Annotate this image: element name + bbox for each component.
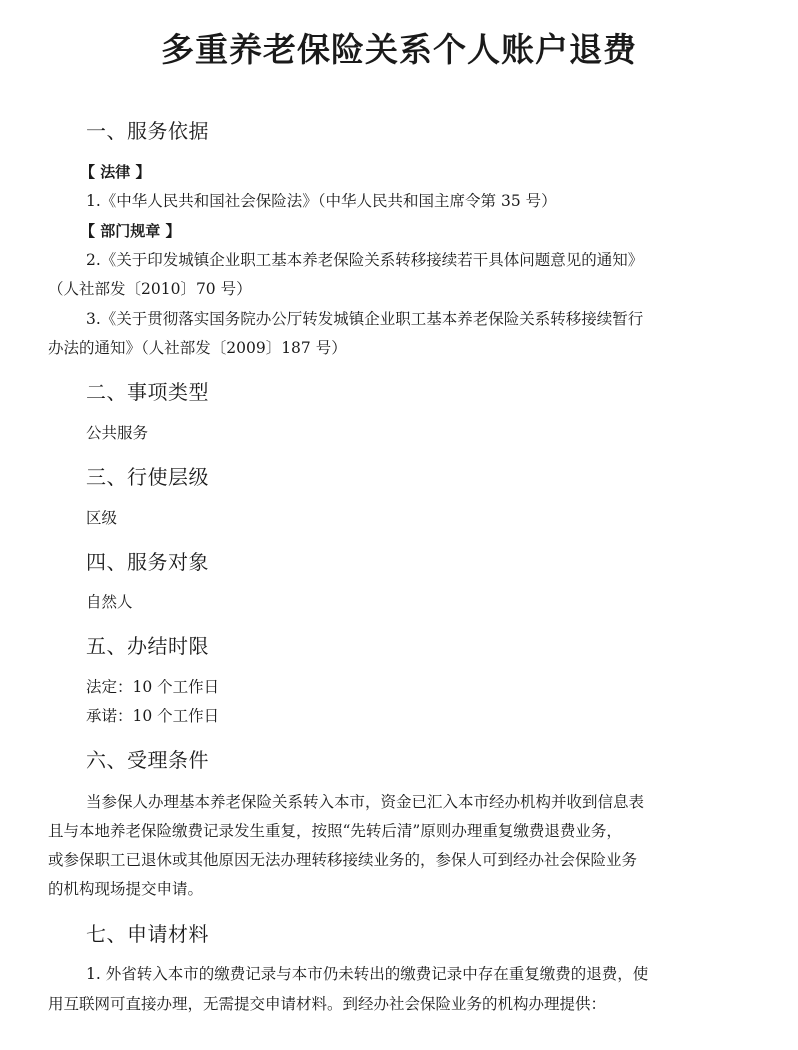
item-type-value: 公共服务 bbox=[86, 424, 149, 442]
rule-item-2-line1: 2.《关于印发城镇企业职工基本养老保险关系转移接续若干具体问题意见的通知》 bbox=[86, 251, 644, 269]
section-heading-service-basis: 一、服务依据 bbox=[86, 119, 209, 143]
conditions-line-4: 的机构现场提交申请。 bbox=[48, 880, 204, 898]
section-heading-item-type: 二、事项类型 bbox=[86, 380, 209, 404]
section-heading-application-materials: 七、申请材料 bbox=[86, 922, 209, 946]
materials-line-2: 用互联网可直接办理，无需提交申请材料。到经办社会保险业务的机构办理提供： bbox=[48, 995, 607, 1013]
rule-item-3-line1: 3.《关于贯彻落实国务院办公厅转发城镇企业职工基本养老保险关系转移接续暂行 bbox=[86, 310, 644, 328]
law-tag: 【 法律 】 bbox=[80, 163, 151, 181]
document-title: 多重养老保险关系个人账户退费 bbox=[161, 30, 637, 69]
section-heading-time-limit: 五、办结时限 bbox=[86, 634, 209, 658]
section-heading-exercise-level: 三、行使层级 bbox=[86, 465, 209, 489]
rule-item-2-line2: （人社部发〔2010〕70 号） bbox=[48, 280, 252, 298]
service-target-value: 自然人 bbox=[86, 593, 133, 611]
law-item-1: 1.《中华人民共和国社会保险法》（中华人民共和国主席令第 35 号） bbox=[86, 192, 557, 210]
conditions-line-2: 且与本地养老保险缴费记录发生重复，按照“先转后清”原则办理重复缴费退费业务， bbox=[48, 822, 622, 840]
materials-line-1: 1. 外省转入本市的缴费记录与本市仍未转出的缴费记录中存在重复缴费的退费，使 bbox=[86, 965, 649, 983]
promised-time-limit: 承诺：10 个工作日 bbox=[86, 707, 220, 725]
rule-tag: 【 部门规章 】 bbox=[80, 222, 181, 240]
conditions-line-3: 或参保职工已退休或其他原因无法办理转移接续业务的，参保人可到经办社会保险业务 bbox=[48, 851, 638, 869]
exercise-level-value: 区级 bbox=[86, 509, 118, 527]
section-heading-service-target: 四、服务对象 bbox=[86, 550, 209, 574]
section-heading-acceptance-conditions: 六、受理条件 bbox=[86, 748, 209, 772]
rule-item-3-line2: 办法的通知》（人社部发〔2009〕187 号） bbox=[48, 339, 347, 357]
conditions-line-1: 当参保人办理基本养老保险关系转入本市，资金已汇入本市经办机构并收到信息表 bbox=[86, 793, 645, 811]
legal-time-limit: 法定：10 个工作日 bbox=[86, 678, 220, 696]
